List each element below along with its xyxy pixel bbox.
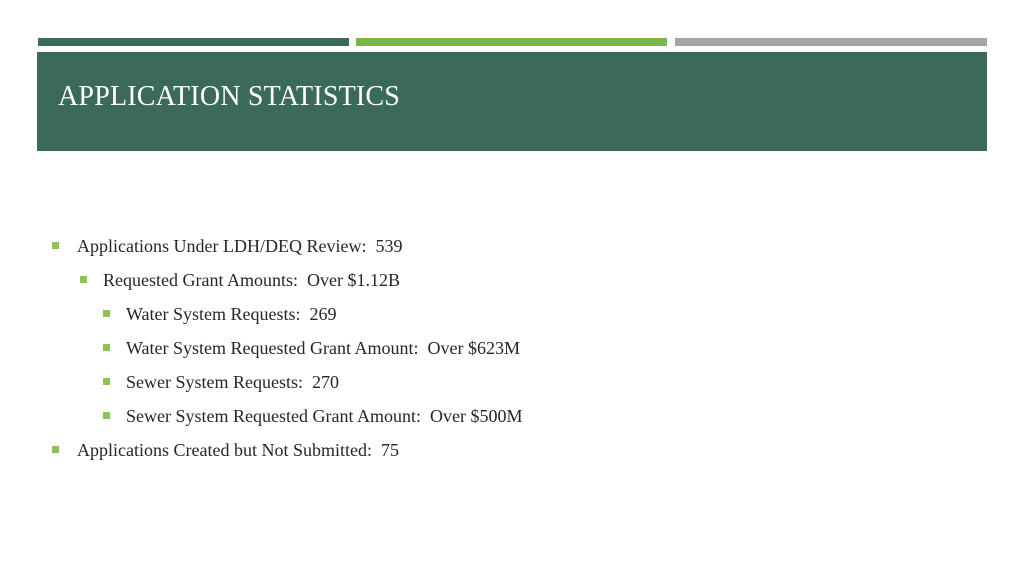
accent-bar-gray xyxy=(675,38,987,46)
bullet-item xyxy=(0,370,1024,404)
accent-bar-dark-green xyxy=(38,38,349,46)
title-band xyxy=(37,52,987,151)
bullet-text: Water System Requests: 269 xyxy=(126,304,337,324)
bullet-item xyxy=(0,302,1024,336)
bullet-item xyxy=(0,404,1024,438)
bullet-text: Water System Requested Grant Amount: Over $623M xyxy=(126,338,520,358)
bullet-item xyxy=(0,268,1024,302)
bullet-text: Sewer System Requested Grant Amount: Over $500M xyxy=(126,406,523,426)
bullet-text: Requested Grant Amounts: Over $1.12B xyxy=(103,270,400,290)
slide-title: APPLICATION STATISTICS xyxy=(58,81,401,112)
square-bullet-icon xyxy=(103,344,110,351)
bullet-list xyxy=(0,234,1024,472)
square-bullet-icon xyxy=(103,412,110,419)
square-bullet-icon xyxy=(52,446,59,453)
bullet-item xyxy=(0,438,1024,472)
bullet-item xyxy=(0,336,1024,370)
square-bullet-icon xyxy=(80,276,87,283)
accent-bar-light-green xyxy=(356,38,667,46)
bullet-text: Applications Created but Not Submitted: 75 xyxy=(77,440,399,460)
bullet-item xyxy=(0,234,1024,268)
square-bullet-icon xyxy=(103,378,110,385)
bullet-text: Sewer System Requests: 270 xyxy=(126,372,339,392)
square-bullet-icon xyxy=(52,242,59,249)
bullet-text: Applications Under LDH/DEQ Review: 539 xyxy=(77,236,403,256)
square-bullet-icon xyxy=(103,310,110,317)
